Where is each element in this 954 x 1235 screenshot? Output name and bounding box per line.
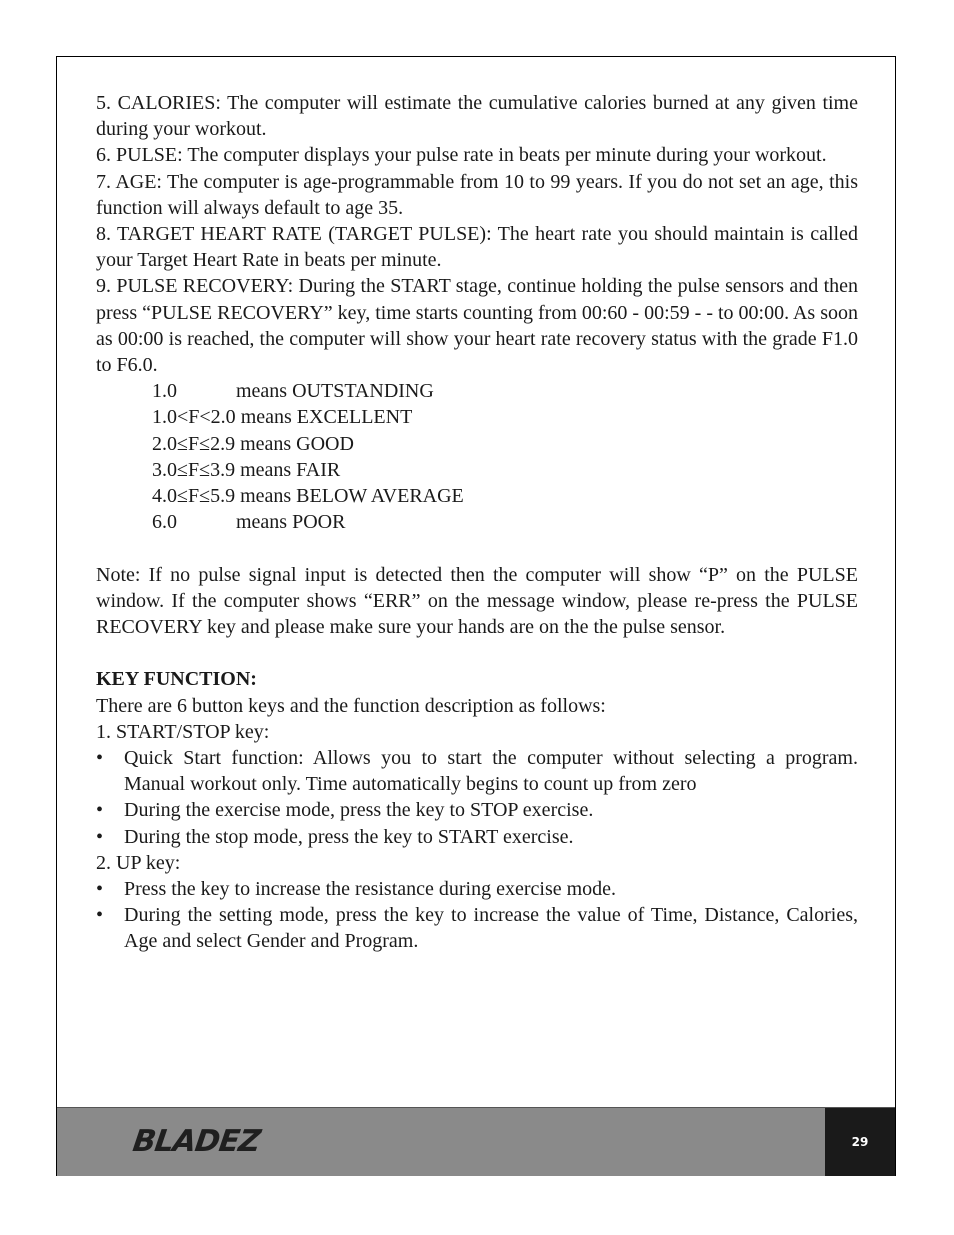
- calories-paragraph: 5. CALORIES: The computer will estimate the cumulative calories burned at any given time during your workout.: [96, 92, 858, 141]
- list-item: [96, 824, 858, 850]
- grade-value: 1.0<F<2.0: [152, 406, 236, 429]
- up-key-title: 2. UP key:: [96, 851, 181, 874]
- target-heart-rate-paragraph: 8. TARGET HEART RATE (TARGET PULSE): The heart rate you should maintain is called your Target Heart Rate in beats per minute.: [96, 223, 858, 272]
- bullet-icon: •: [96, 904, 104, 927]
- list-item: [96, 745, 858, 797]
- grade-row: [96, 457, 858, 483]
- spacer: [96, 640, 858, 666]
- bullet-icon: •: [96, 825, 104, 848]
- key-function-heading: KEY FUNCTION:: [96, 668, 257, 691]
- spacer: [96, 535, 858, 561]
- bullet-icon: •: [96, 878, 104, 901]
- grade-meaning: means FAIR: [240, 458, 341, 481]
- list-item-text: Press the key to increase the resistance during exercise mode.: [124, 878, 617, 901]
- grade-meaning: means EXCELLENT: [240, 406, 413, 429]
- pulse-recovery-paragraph: 9. PULSE RECOVERY: During the START stage, continue holding the pulse sensors and then press “PULSE RECOVERY” key, time starts counting from 00:60 - 00:59 - - to 00:00. As soon as 00:00 is reached, the computer will show your heart rate recovery status with the grade F1.0 to F6.0.: [96, 275, 858, 377]
- grade-row: [96, 404, 858, 430]
- manual-body: [96, 90, 858, 955]
- note-paragraph: Note: If no pulse signal input is detected then the computer will show “P” on the PULSE window. If the computer shows “ERR” on the message window, please re-press the PULSE RECOVERY key and please make sure your hands are on the the pulse sensor.: [96, 563, 858, 639]
- list-item-text: During the setting mode, press the key to increase the value of Time, Distance, Calories, Age and select Gender and Program.: [124, 904, 858, 953]
- grade-value: 6.0: [152, 511, 177, 534]
- grade-meaning: means BELOW AVERAGE: [240, 485, 464, 508]
- list-item: [96, 902, 858, 954]
- bullet-icon: •: [96, 747, 104, 770]
- bullet-icon: •: [96, 799, 104, 822]
- grade-row: [96, 431, 858, 457]
- list-item: [96, 797, 858, 823]
- page-number: 29: [825, 1108, 895, 1176]
- grade-meaning: means GOOD: [240, 432, 354, 455]
- grade-value: 2.0≤F≤2.9: [152, 432, 236, 455]
- key-function-intro: There are 6 button keys and the function description as follows:: [96, 694, 606, 717]
- page-footer: [57, 1107, 895, 1176]
- grade-row: [96, 378, 858, 404]
- start-stop-key-title: 1. START/STOP key:: [96, 720, 270, 743]
- age-paragraph: 7. AGE: The computer is age-programmable from 10 to 99 years. If you do not set an age, this function will always default to age 35.: [96, 170, 858, 219]
- recovery-grade-list: [96, 378, 858, 535]
- grade-value: 4.0≤F≤5.9: [152, 485, 236, 508]
- grade-value: 1.0: [152, 380, 177, 403]
- list-item-text: Quick Start function: Allows you to start the computer without selecting a program. Manual workout only. Time automatically begins to count up from zero: [124, 747, 858, 796]
- pulse-paragraph: 6. PULSE: The computer displays your pulse rate in beats per minute during your workout.: [96, 144, 827, 167]
- grade-row: [96, 509, 858, 535]
- grade-row: [96, 483, 858, 509]
- grade-meaning: means POOR: [236, 511, 346, 534]
- grade-value: 3.0≤F≤3.9: [152, 458, 236, 481]
- list-item: [96, 876, 858, 902]
- bladez-logo: BLADEZ: [130, 1124, 262, 1159]
- list-item-text: During the exercise mode, press the key to STOP exercise.: [124, 799, 594, 822]
- grade-meaning: means OUTSTANDING: [236, 380, 434, 403]
- list-item-text: During the stop mode, press the key to START exercise.: [124, 825, 574, 848]
